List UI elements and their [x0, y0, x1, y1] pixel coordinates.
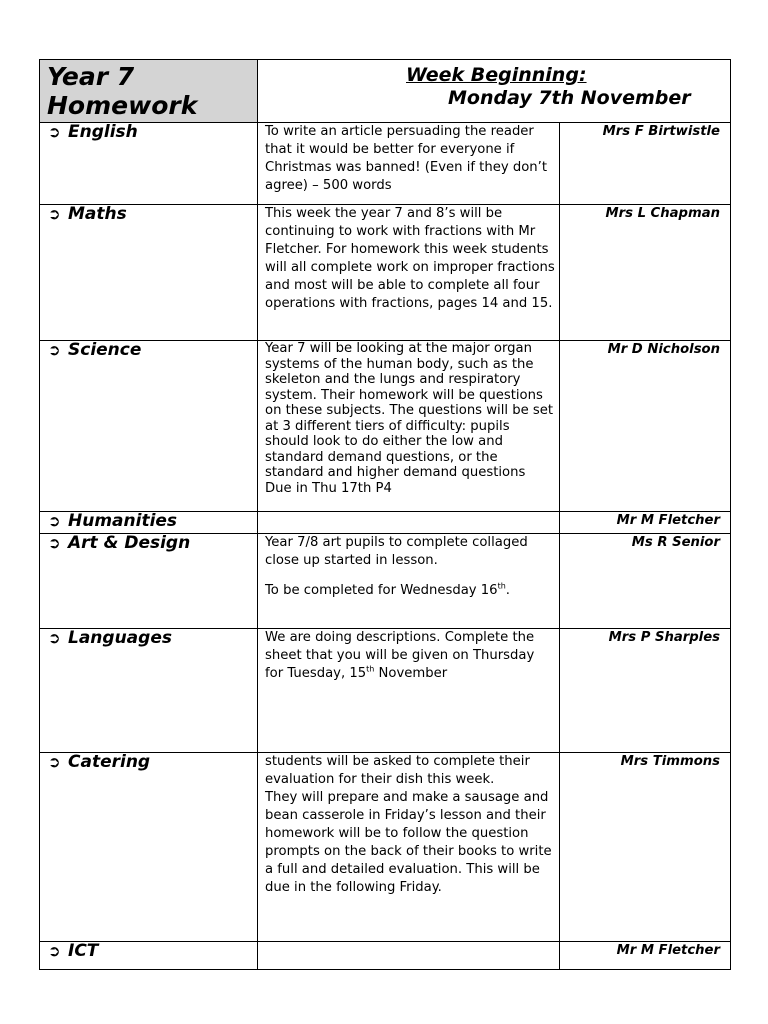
subject-name: Science	[68, 340, 142, 360]
homework-table	[39, 59, 731, 970]
description-sup: th	[366, 664, 375, 674]
circular-arrow-icon: ➲	[48, 753, 61, 771]
circular-arrow-icon: ➲	[48, 534, 61, 552]
description-cell	[258, 341, 560, 512]
circular-arrow-icon: ➲	[48, 512, 61, 530]
description-text: students will be asked to complete their evaluation for their dish this week.	[265, 754, 530, 787]
teacher-name: Mrs L Chapman	[605, 206, 720, 221]
circular-arrow-icon: ➲	[48, 205, 61, 223]
description-text: Year 7 will be looking at the major organ systems of the human body, such as the skeleton and the lungs and respiratory system. Their homework will be questions on these subjects. The questions will be set at 3 different tiers of difficulty: pupils should look to do either the low and standard demand questions, or the standard and higher demand questions Due in Thu 17th P4	[265, 341, 554, 496]
subject-cell	[40, 753, 258, 942]
subject-name: Maths	[68, 204, 127, 224]
subject-name: Art & Design	[68, 533, 191, 553]
teacher-cell	[560, 123, 731, 205]
subject-cell	[40, 942, 258, 970]
teacher-name: Ms R Senior	[631, 535, 720, 550]
description-text	[265, 629, 555, 683]
teacher-name: Mr D Nicholson	[607, 342, 720, 357]
subject-name: Catering	[68, 752, 151, 772]
week-date: Monday 7th November	[448, 87, 691, 109]
subject-cell	[40, 205, 258, 341]
circular-arrow-icon: ➲	[48, 123, 61, 141]
teacher-cell	[560, 942, 731, 970]
subject-row-catering	[40, 753, 731, 942]
teacher-name: Mr M Fletcher	[616, 513, 720, 528]
description-cell	[258, 205, 560, 341]
subject-row-art-design	[40, 534, 731, 629]
due-text-end: .	[505, 583, 510, 598]
page-title	[40, 60, 257, 120]
circular-arrow-icon: ➲	[48, 942, 61, 960]
subject-row-ict	[40, 942, 731, 970]
subject-row-science	[40, 341, 731, 512]
due-text-sup: th	[497, 581, 506, 591]
subject-row-english	[40, 123, 731, 205]
title-line-1: Year 7	[47, 62, 135, 91]
description-text-2: They will prepare and make a sausage and bean casserole in Friday’s lesson and their homework will be to follow the question prompts on the back of their books to write a full and detailed evaluation. This will be due in the following Friday.	[265, 790, 552, 895]
subject-row-maths	[40, 205, 731, 341]
teacher-name: Mrs Timmons	[620, 754, 720, 769]
subject-cell	[40, 123, 258, 205]
teacher-name: Mr M Fletcher	[616, 943, 720, 958]
header-row	[40, 60, 731, 123]
description-main: We are doing descriptions. Complete the sheet that you will be given on Thursday for Tuesday, 15	[265, 630, 535, 681]
week-cell	[258, 60, 731, 123]
description-cell	[258, 753, 560, 942]
subject-cell	[40, 534, 258, 629]
teacher-name: Mrs P Sharples	[608, 630, 720, 645]
teacher-cell	[560, 753, 731, 942]
teacher-cell	[560, 629, 731, 753]
description-cell	[258, 123, 560, 205]
teacher-cell	[560, 534, 731, 629]
subject-cell	[40, 629, 258, 753]
subject-name: English	[68, 122, 138, 142]
title-cell	[40, 60, 258, 123]
title-line-2: Homework	[47, 91, 198, 120]
circular-arrow-icon: ➲	[48, 341, 61, 359]
subject-row-humanities	[40, 512, 731, 534]
description-text: To write an article persuading the reader that it would be better for everyone if Christmas was banned! (Even if they don’t agree) – 500 words	[265, 124, 547, 193]
week-label: Week Beginning:	[406, 64, 587, 86]
due-text	[265, 582, 555, 600]
subject-cell	[40, 512, 258, 534]
subject-name: Humanities	[68, 511, 178, 531]
description-cell	[258, 629, 560, 753]
description-cell	[258, 942, 560, 970]
subject-name: Languages	[68, 628, 172, 648]
due-text-main: To be completed for Wednesday 16	[265, 583, 498, 598]
subject-cell	[40, 341, 258, 512]
teacher-cell	[560, 205, 731, 341]
teacher-name: Mrs F Birtwistle	[602, 124, 720, 139]
teacher-cell	[560, 341, 731, 512]
teacher-cell	[560, 512, 731, 534]
description-end: November	[374, 666, 448, 681]
description-cell	[258, 534, 560, 629]
description-cell	[258, 512, 560, 534]
subject-name: ICT	[68, 941, 99, 961]
description-text: Year 7/8 art pupils to complete collaged close up started in lesson.	[265, 535, 528, 568]
description-text: This week the year 7 and 8’s will be continuing to work with fractions with Mr Fletcher. For homework this week students will all complete work on improper fractions and most will be able to complete all four operations with fractions, pages 14 and 15.	[265, 206, 555, 311]
circular-arrow-icon: ➲	[48, 629, 61, 647]
subject-row-languages	[40, 629, 731, 753]
